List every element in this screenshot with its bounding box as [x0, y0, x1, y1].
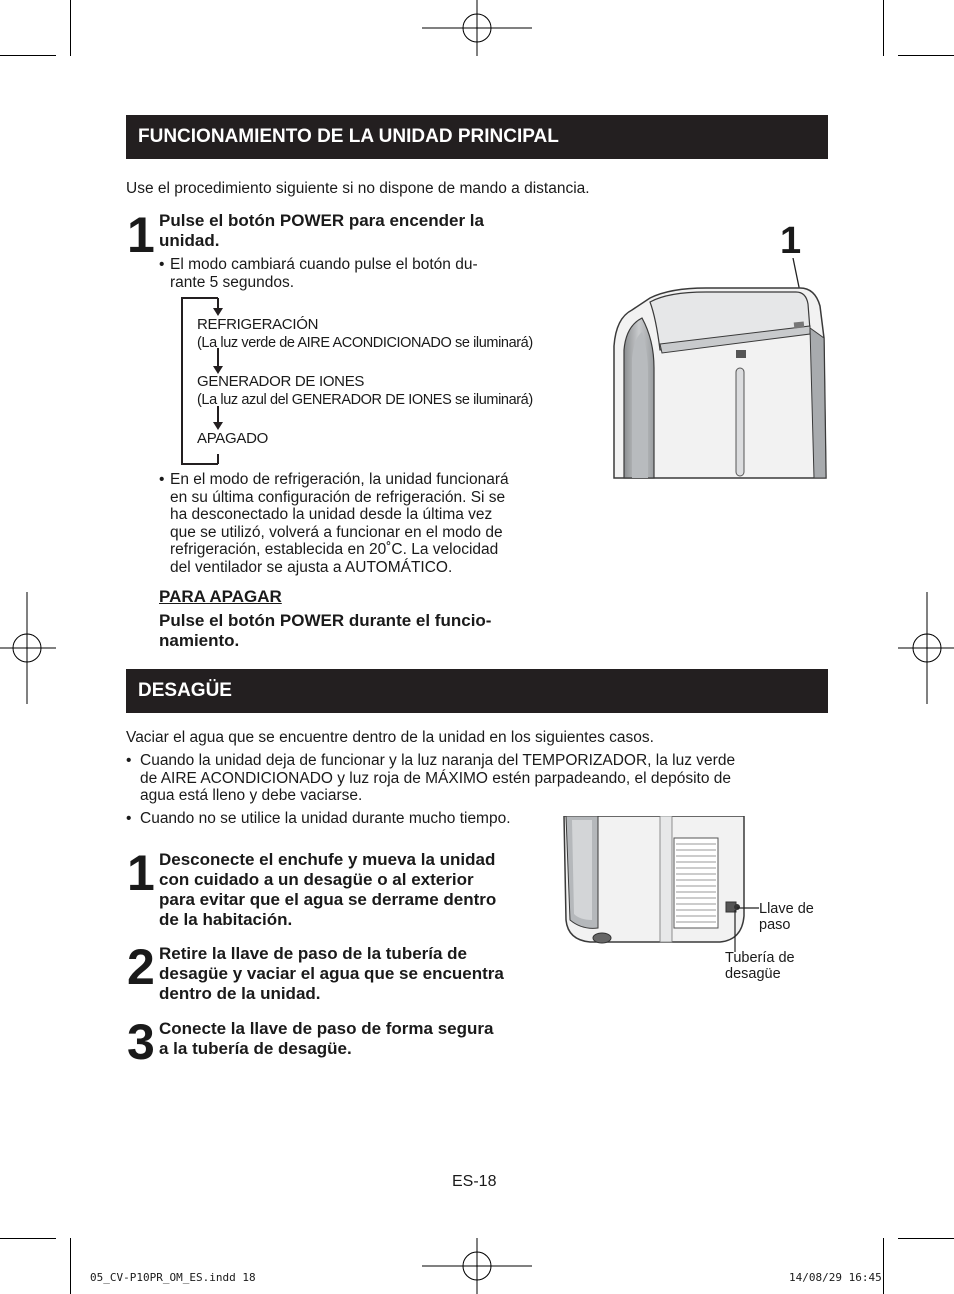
step-title: Desconecte el enchufe y mueva la unidad con cuidado a un desagüe o al exterior para evitar que el agua se derrame dentro de la habitación.	[159, 850, 497, 929]
page-number: ES-18	[452, 1173, 497, 1190]
step-number: 3	[127, 1014, 154, 1070]
step-title: Retire la llave de paso de la tubería de desagüe y vaciar el agua que se encuentra dentro de la unidad.	[159, 944, 504, 1003]
air-conditioner-top-illustration	[610, 258, 830, 480]
air-conditioner-drain-illustration	[560, 816, 750, 946]
callout-drain-pipe: Tubería de desagüe	[725, 950, 795, 982]
intro-text: Use el procedimiento siguiente si no dispone de mando a distancia.	[126, 180, 590, 197]
step-title: Pulse el botón POWER para encender la unidad.	[159, 211, 484, 250]
flow-step-ion: GENERADOR DE IONES (La luz azul del GENERADOR DE IONES se iluminará)	[197, 373, 533, 408]
step-title: Conecte la llave de paso de forma segura a la tubería de desagüe.	[159, 1019, 494, 1058]
step-number: 2	[127, 939, 154, 995]
drain-intro-text: Vaciar el agua que se encuentre dentro de la unidad en los siguientes casos.	[126, 729, 654, 746]
bullet-item: • El modo cambiará cuando pulse el botón du- rante 5 segundos.	[159, 256, 478, 291]
off-instruction: Pulse el botón POWER durante el funcio- namiento.	[159, 611, 492, 650]
flow-step-off: APAGADO	[197, 430, 268, 447]
footer-filename: 05_CV-P10PR_OM_ES.indd 18	[90, 1271, 256, 1284]
step-number: 1	[127, 845, 154, 901]
section-heading-main-unit: FUNCIONAMIENTO DE LA UNIDAD PRINCIPAL	[126, 115, 828, 159]
bullet-item: • En el modo de refrigeración, la unidad funcionará en su última configuración de refrigeración. Si se ha desconectado la unidad desde la última vez que se utilizó, volverá a funcionar en el modo de refrigeración, establecida en 20˚C. La velocidad del ventilador se ajusta a AUTOMÁTICO.	[159, 471, 509, 576]
step-number: 1	[127, 207, 154, 263]
bullet-item: • Cuando no se utilice la unidad durante mucho tiempo.	[126, 810, 511, 827]
flow-step-cooling: REFRIGERACIÓN (La luz verde de AIRE ACONDICIONADO se iluminará)	[197, 316, 533, 351]
off-heading: PARA APAGAR	[159, 587, 282, 606]
bullet-item: • Cuando la unidad deja de funcionar y la luz naranja del TEMPORIZADOR, la luz verde de AIRE ACONDICIONADO y luz roja de MÁXIMO estén parpadeando, el depósito de agua está lleno y debe vaciarse.	[126, 752, 736, 804]
section-heading-drain: DESAGÜE	[126, 669, 828, 713]
footer-timestamp: 14/08/29 16:45	[789, 1271, 882, 1284]
callout-stop-valve: Llave de paso	[759, 901, 814, 933]
figure-callout-number: 1	[780, 220, 802, 262]
